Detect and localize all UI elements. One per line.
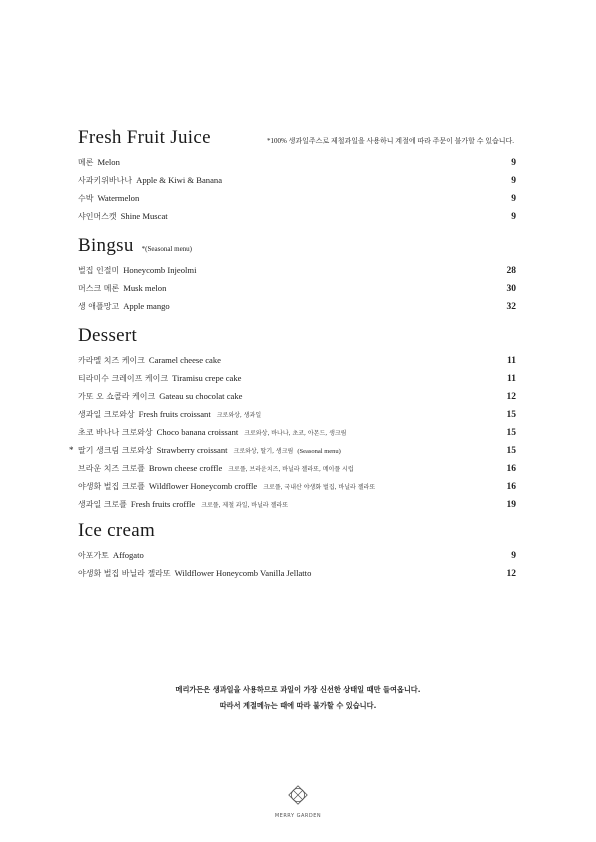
item-english-name: Gateau su chocolat cake (159, 391, 243, 401)
menu-list (78, 265, 516, 319)
item-price: 12 (506, 392, 516, 402)
seasonal-star-mark: * (69, 445, 74, 455)
item-korean-name: 브라운 치즈 크로플 (78, 464, 145, 473)
menu-item (78, 550, 516, 568)
item-english-name: Honeycomb Injeolmi (123, 265, 197, 275)
item-price: 32 (506, 302, 516, 312)
item-korean-name: 야생화 벌집 바닐라 젤라또 (78, 569, 171, 578)
menu-list (78, 550, 516, 586)
logo-text: MERRY GARDEN (274, 813, 322, 819)
menu-item (78, 355, 516, 373)
footer-notice-line-2: 따라서 계절메뉴는 때에 따라 불가할 수 있습니다. (219, 701, 377, 710)
item-korean-name: 야생화 벌집 크로플 (78, 482, 145, 491)
section-bingsu (78, 235, 516, 319)
item-ingredients: 크로플, 국내산 야생화 벌집, 바닐라 젤라또 (263, 484, 376, 491)
footer-notice-line-1: 메리가든은 생과일을 사용하므로 과일이 가장 신선한 상태일 때만 들여옵니다. (175, 685, 421, 694)
item-korean-name: 아포가토 (78, 551, 109, 560)
item-korean-name: 딸기 생크림 크로와상 (78, 446, 153, 455)
seasonal-badge: (Seasonal menu) (297, 448, 341, 455)
item-korean-name: 생과일 크로플 (78, 500, 127, 509)
item-english-name: Brown cheese croffle (148, 463, 223, 473)
item-english-name: Apple mango (123, 301, 170, 311)
item-price: 9 (511, 176, 516, 186)
menu-item (78, 283, 516, 301)
item-english-name: Shine Muscat (120, 211, 168, 221)
section-note: *100% 생과일주스로 제철과일을 사용하니 계절에 따라 주문이 불가할 수 있습니다. (267, 137, 514, 145)
menu-item (78, 211, 516, 229)
section-dessert (69, 325, 516, 517)
item-english-name: Strawberry croissant (156, 445, 228, 455)
item-english-name: Affogato (112, 550, 144, 560)
item-ingredients: 크로플, 브라운치즈, 바닐라 젤라또, 메이플 시럽 (228, 466, 354, 473)
section-ice-cream (78, 520, 516, 586)
item-price: 16 (506, 482, 516, 492)
item-korean-name: 사과키위바나나 (78, 176, 133, 185)
item-price: 16 (506, 464, 516, 474)
item-price: 9 (511, 212, 516, 222)
item-english-name: Tiramisu crepe cake (172, 373, 242, 383)
item-price: 15 (506, 410, 516, 420)
menu-item (78, 499, 516, 517)
item-ingredients: 크로와상, 생과일 (216, 412, 262, 419)
menu-item (78, 391, 516, 409)
item-korean-name: 초코 바나나 크로와상 (78, 428, 153, 437)
merry-garden-logo-icon (287, 784, 309, 806)
menu-item (78, 568, 516, 586)
menu-item (78, 463, 516, 481)
item-english-name: Apple & Kiwi & Banana (136, 175, 223, 185)
menu-item (78, 157, 516, 175)
item-english-name: Fresh fruits croffle (130, 499, 196, 509)
menu-item (69, 445, 516, 463)
item-price: 9 (511, 551, 516, 561)
item-korean-name: 벌집 인절미 (78, 266, 120, 275)
item-korean-name: 샤인머스캣 (78, 212, 117, 221)
item-price: 11 (507, 356, 516, 366)
menu-list (69, 355, 516, 517)
item-korean-name: 생과일 크로와상 (78, 410, 135, 419)
item-price: 11 (507, 374, 516, 384)
item-ingredients: 크로플, 제철 과일, 바닐라 젤라또 (201, 502, 288, 509)
item-korean-name: 가또 오 쇼콜라 케이크 (78, 392, 156, 401)
section-title: Fresh Fruit Juice (78, 127, 211, 148)
section-note: *(Seasonal menu) (141, 245, 193, 253)
menu-list (78, 157, 516, 229)
item-english-name: Fresh fruits croissant (138, 409, 211, 419)
section-fresh-fruit-juice (78, 127, 516, 229)
item-korean-name: 카라멜 치즈 케이크 (78, 356, 145, 365)
item-english-name: Musk melon (123, 283, 167, 293)
item-english-name: Watermelon (97, 193, 140, 203)
item-price: 30 (506, 284, 516, 294)
item-english-name: Melon (97, 157, 120, 167)
item-english-name: Caramel cheese cake (148, 355, 221, 365)
section-title: Ice cream (78, 520, 156, 541)
item-english-name: Choco banana croissant (156, 427, 239, 437)
item-ingredients: 크로와상, 바나나, 초코, 아몬드, 생크림 (244, 430, 347, 437)
item-korean-name: 머스크 메론 (78, 284, 120, 293)
merry-garden-logo (268, 784, 328, 819)
menu-item (78, 265, 516, 283)
menu-item (78, 427, 516, 445)
item-price: 28 (506, 266, 516, 276)
item-price: 15 (506, 428, 516, 438)
item-price: 9 (511, 194, 516, 204)
item-price: 9 (511, 158, 516, 168)
item-price: 12 (506, 569, 516, 579)
section-title: Dessert (78, 325, 138, 346)
item-korean-name: 티라미수 크레이프 케이크 (78, 374, 169, 383)
menu-item (78, 481, 516, 499)
item-english-name: Wildflower Honeycomb Vanilla Jellatto (174, 568, 312, 578)
menu-item (78, 409, 516, 427)
section-title: Bingsu (78, 235, 134, 256)
item-price: 19 (506, 500, 516, 510)
item-korean-name: 생 애플망고 (78, 302, 120, 311)
menu-item (78, 373, 516, 391)
item-korean-name: 메론 (78, 158, 94, 167)
item-english-name: Wildflower Honeycomb croffle (148, 481, 258, 491)
item-price: 15 (506, 446, 516, 456)
item-ingredients: 크로와상, 딸기, 생크림 (233, 448, 294, 455)
menu-item (78, 175, 516, 193)
item-korean-name: 수박 (78, 194, 94, 203)
menu-item (78, 301, 516, 319)
menu-item (78, 193, 516, 211)
